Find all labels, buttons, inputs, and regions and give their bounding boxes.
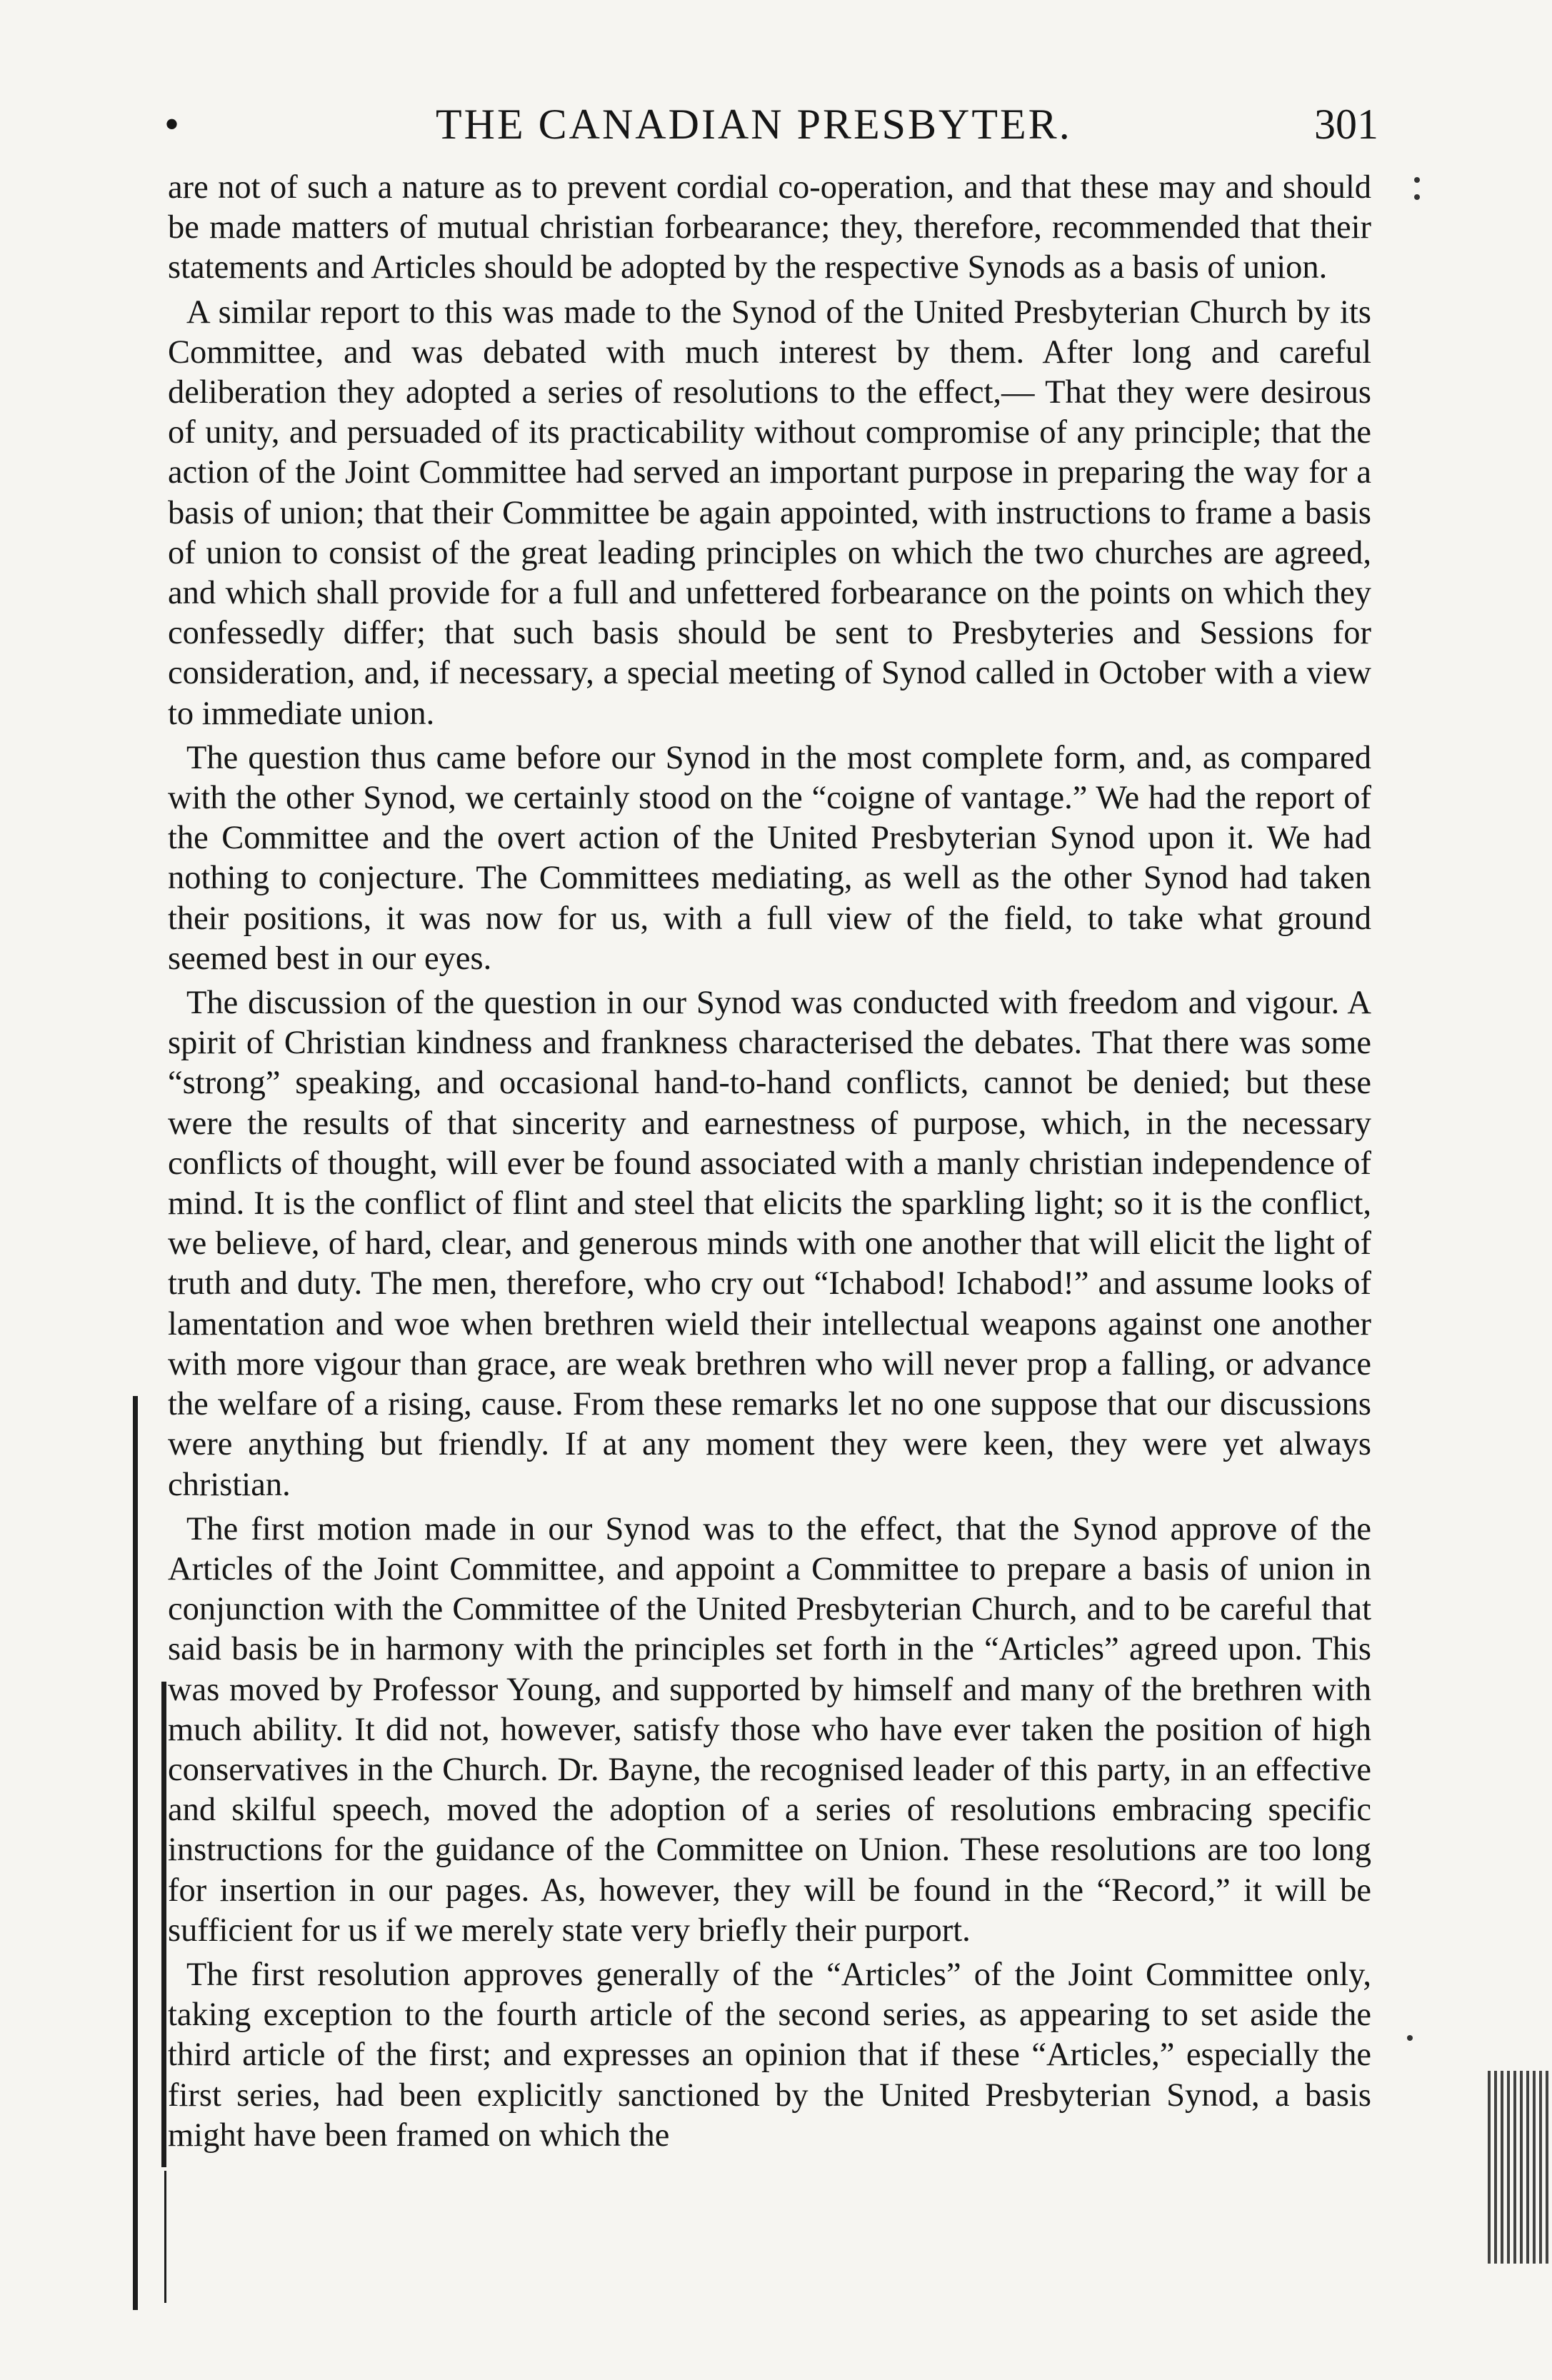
paragraph-first-motion: The first motion made in our Synod was to the effect, that the Synod approve of the Articles of the Joint Committee, and appoint a Committee to prepare a basis of union in conjunction with the Committee of the United Presbyterian Church, and to be careful that said basis be in harmony with the principles set forth in the “Articles” agreed upon. This was moved by Professor Young, and supported by himself and many of the brethren with much ability. It did not, however, satisfy those who have ever taken the position of high conservatives in the Church. Dr. Bayne, the recognised leader of this party, in an effective and skilful speech, moved the adoption of a series of resolutions embracing specific instructions for the guidance of the Committee on Union. These resolutions are too long for insertion in our pages. As, however, they will be found in the “Record,” it will be sufficient for us if we merely state very briefly their purport.	[168, 1510, 1371, 1949]
header-mark: •	[164, 101, 180, 148]
page-number: 301	[1314, 101, 1378, 148]
margin-speck	[1414, 194, 1420, 200]
article-body	[168, 168, 1371, 2160]
margin-rule-lower	[164, 2171, 166, 2303]
paragraph-continued: are not of such a nature as to prevent cordial co-operation, and that these may and should be made matters of mutual christian forbearance; they, therefore, recommended that their statements and Articles should be adopted by the respective Synods as a basis of union.	[168, 169, 1371, 286]
running-title: THE CANADIAN PRESBYTER.	[436, 101, 1072, 148]
margin-speck	[1407, 2035, 1413, 2041]
paragraph-united-presbyterian-report: A similar report to this was made to the Synod of the United Presbyterian Church by its Committee, and was debated with much interest by them. After long and careful deliberation they adopted a series of resolutions to the effect,— That they were desirous of unity, and persuaded of its practicability without compromise of any principle; that the action of the Joint Committee had served an important purpose in preparing the way for a basis of union; that their Committee be again appointed, with instructions to frame a basis of union to consist of the great leading principles on which the two churches are agreed, and which shall provide for a full and unfettered forbearance on the points on which they confessedly differ; that such basis should be sent to Presbyteries and Sessions for consideration, and, if necessary, a special meeting of Synod called in October with a view to immediate union.	[168, 293, 1371, 732]
paragraph-first-resolution: The first resolution approves generally of the “Articles” of the Joint Committee only, taking exception to the fourth article of the second series, as appearing to set aside the third article of the first; and expresses an opinion that if these “Articles,” especially the first series, had been explicitly sanctioned by the United Presbyterian Synod, a basis might have been framed on which the	[168, 1956, 1371, 2154]
margin-rule-left	[133, 1396, 138, 2310]
paragraph-discussion: The discussion of the question in our Synod was conducted with freedom and vigour. A spirit of Christian kindness and frankness characterised the debates. That there was some “strong” speaking, and occasional hand-to-hand conflicts, cannot be denied; but these were the results of that sincerity and earnestness of purpose, which, in the necessary conflicts of thought, will ever be found associated with a manly christian independence of mind. It is the conflict of flint and steel that elicits the sparkling light; so it is the conflict, we believe, of hard, clear, and generous minds with one another that will elicit the light of truth and duty. The men, therefore, who cry out “Ichabod! Ichabod!” and assume looks of lamentation and woe when brethren wield their intellectual weapons against one another with more vigour than grace, are weak brethren who will never prop a falling, or advance the welfare of a rising, cause. From these remarks let no one suppose that our discussions were anything but friendly. If at any moment they were keen, they were yet always christian.	[168, 985, 1371, 1503]
page-header	[164, 100, 1378, 150]
paragraph-question-before-synod: The question thus came before our Synod in the most complete form, and, as compared with the other Synod, we certainly stood on the “coigne of vantage.” We had the report of the Committee and the overt action of the United Presbyterian Synod upon it. We had nothing to conjecture. The Committees mediating, as well as the other Synod had taken their positions, it was now for us, with a full view of the field, to take what ground seemed best in our eyes.	[168, 739, 1371, 977]
margin-rule-inner	[161, 1682, 166, 2167]
margin-speck	[1414, 177, 1420, 183]
binding-edge-marks	[1488, 2071, 1552, 2264]
